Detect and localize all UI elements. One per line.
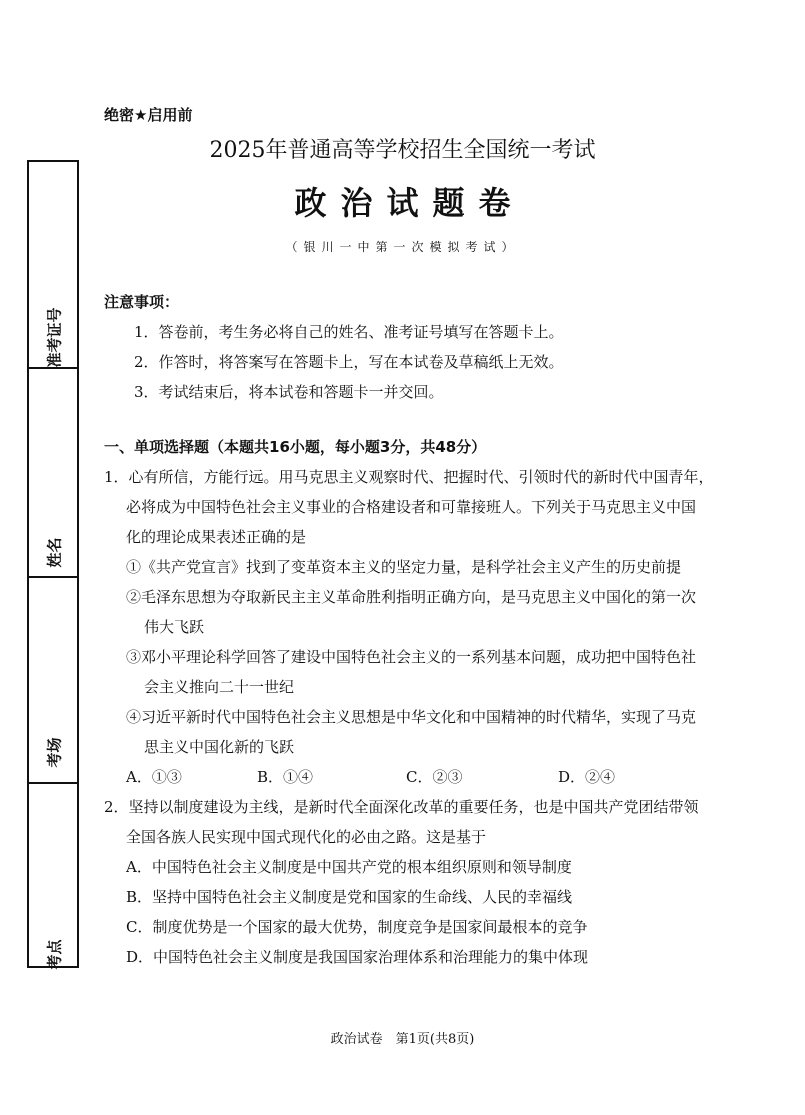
strip-label-name: 姓名: [45, 537, 64, 568]
question-stem-line: 化的理论成果表述正确的是: [126, 528, 307, 546]
strip-label-exam-number: 准考证号: [45, 307, 64, 368]
statement-line: ④习近平新时代中国特色社会主义思想是中华文化和中国精神的时代精华，实现了马克: [126, 708, 697, 726]
option-d: D．中国特色社会主义制度是我国国家治理体系和治理能力的集中体现: [126, 948, 589, 966]
option-c: C．制度优势是一个国家的最大优势，制度竞争是国家间最根本的竞争: [126, 918, 588, 936]
question-stem-line: 必将成为中国特色社会主义事业的合格建设者和可靠接班人。下列关于马克思主义中国: [126, 498, 697, 516]
strip-label-exam-site: 考点: [45, 939, 64, 970]
question-stem-line: 全国各族人民实现中国式现代化的必由之路。这是基于: [126, 828, 487, 846]
option-b: B．①④: [257, 768, 314, 786]
paper-title: 政治试题卷: [294, 184, 525, 222]
option-a: A．①③: [126, 768, 182, 786]
statement-line: ①《共产党宣言》找到了变革资本主义的坚定力量，是科学社会主义产生的历史前提: [126, 558, 682, 576]
binding-strip: [27, 160, 79, 968]
section-title: 一、单项选择题（本题共16小题，每小题3分，共48分）: [104, 438, 487, 456]
page-footer: 政治试卷 第1页(共8页): [330, 1032, 475, 1047]
exam-subtitle: （银川一中第一次模拟考试）: [285, 240, 520, 254]
exam-title: 2025年普通高等学校招生全国统一考试: [209, 138, 596, 163]
statement-line: 思主义中国化新的飞跃: [144, 738, 295, 756]
notice-item: 1．答卷前，考生务必将自己的姓名、准考证号填写在答题卡上。: [134, 323, 564, 341]
strip-divider: [29, 576, 77, 578]
statement-line: 伟大飞跃: [144, 618, 205, 636]
secret-mark: 绝密★启用前: [104, 106, 193, 124]
question-stem-line: 1．心有所信，方能行远。用马克思主义观察时代、把握时代、引领时代的新时代中国青年，: [104, 468, 714, 486]
notice-title: 注意事项：: [104, 293, 180, 311]
option-b: B．坚持中国特色社会主义制度是党和国家的生命线、人民的幸福线: [126, 888, 573, 906]
strip-label-exam-room: 考场: [45, 737, 64, 768]
statement-line: 会主义推向二十一世纪: [144, 678, 295, 696]
question-stem-line: 2．坚持以制度建设为主线，是新时代全面深化改革的重要任务，也是中国共产党团结带领: [104, 798, 699, 816]
notice-item: 2．作答时，将答案写在答题卡上，写在本试卷及草稿纸上无效。: [134, 353, 564, 371]
statement-line: ②毛泽东思想为夺取新民主主义革命胜利指明正确方向，是马克思主义中国化的第一次: [126, 588, 697, 606]
option-a: A．中国特色社会主义制度是中国共产党的根本组织原则和领导制度: [126, 858, 572, 876]
option-c: C．②③: [406, 768, 463, 786]
notice-item: 3．考试结束后，将本试卷和答题卡一并交回。: [134, 383, 444, 401]
strip-divider: [29, 782, 77, 784]
statement-line: ③邓小平理论科学回答了建设中国特色社会主义的一系列基本问题，成功把中国特色社: [126, 648, 697, 666]
option-d: D．②④: [558, 768, 616, 786]
